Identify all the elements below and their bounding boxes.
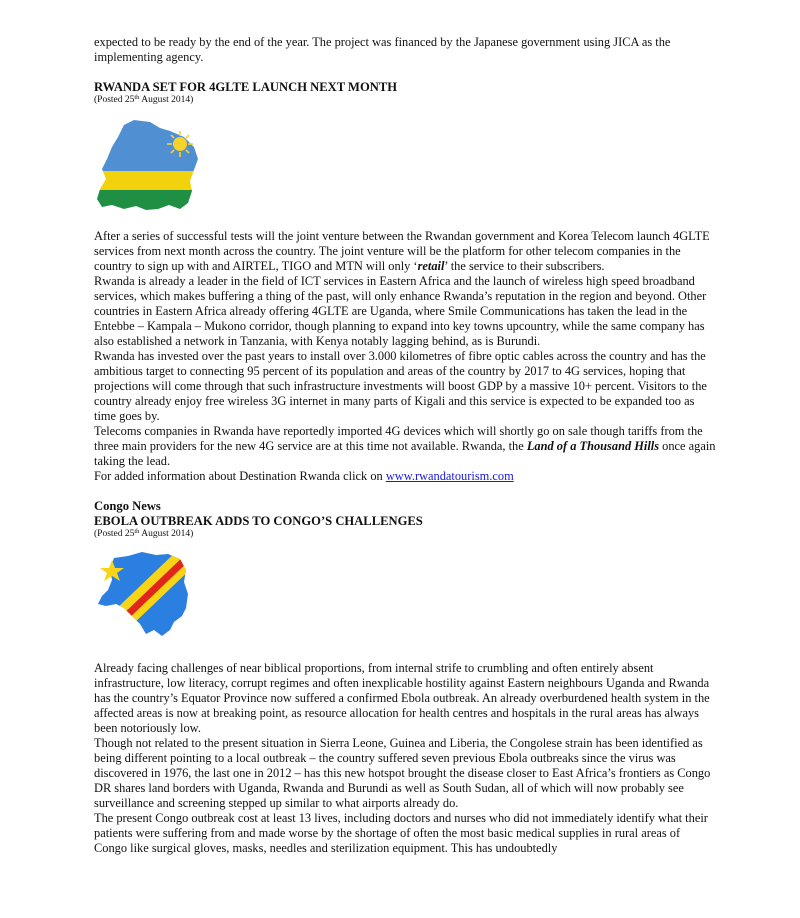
congo-paragraph-3: The present Congo outbreak cost at least 13 lives, including doctors and nurses who did not immediately identify what their patients were suffering from and made worse by the shortage of often the most basic medical supplies in rural areas of Congo like surgical gloves, masks, needles and sterilization equipment. This has undoubtedly: [94, 811, 708, 855]
rwanda-blue-band: [94, 117, 204, 171]
rwanda-paragraph-1: After a series of successful tests will the joint venture between the Rwandan government and Korea Telecom launch 4GLTE services from next month across the country. The joint venture will be the platform for other telecom companies in the country to sign up with and AIRTEL, TIGO and MTN will only ‘retail’ the service to their subscribers.: [94, 229, 710, 273]
newsletter-page: [94, 35, 716, 856]
intro-paragraph: expected to be ready by the end of the year. The project was financed by the Japanese government using JICA as the implementing agency.: [94, 35, 671, 64]
congo-posted-date: (Posted 25th August 2014): [94, 528, 194, 539]
rwanda-article-title: RWANDA SET FOR 4GLTE LAUNCH NEXT MONTH: [94, 80, 398, 94]
rwanda-tourism-link[interactable]: www.rwandatourism.com: [385, 469, 514, 483]
spacer: [94, 65, 716, 80]
congo-article-title: EBOLA OUTBREAK ADDS TO CONGO’S CHALLENGES: [94, 514, 423, 528]
drc-flag-map-icon: [94, 550, 194, 642]
rwanda-paragraph-4: Telecoms companies in Rwanda have reportedly imported 4G devices which will shortly go on sale though tariffs from the three main providers for the new 4G service are at this time not available. Rwanda, the Land of a Thousand Hills once again taking the lead.: [94, 424, 716, 468]
rwanda-paragraph-3: Rwanda has invested over the past years to install over 3.000 kilometres of fibre optic cables across the country and has the ambitious target to connecting 95 percent of its population and areas of the country by 2017 to 4G services, hoping that projections will come through that such infrastructure investments will boost GDP by a massive 10+ percent. Visitors to the country already enjoy free wireless 3G internet in many parts of Kigali and this service is expected to be expanded too as time goes by.: [94, 349, 707, 423]
spacer: [94, 484, 716, 499]
rwanda-yellow-band: [94, 171, 204, 190]
rwanda-paragraph-2: Rwanda is already a leader in the field of ICT services in Eastern Africa and the launch of wireless high speed broadband services, which makes buffering a thing of the past, will only enhance Rwanda’s reputation in the region and beyond. Other countries in Eastern Africa already offering 4GLTE are Uganda, where Smile Communications has taken the lead in the Entebbe – Kampala – Mukono corridor, though planning to expand into key towns upcountry, while the same company has also established a network in Tanzania, with Kenya notably lagging behind, as is Burundi.: [94, 274, 707, 348]
congo-paragraph-1: Already facing challenges of near biblical proportions, from internal strife to crumbling and often entirely absent infrastructure, low literacy, corrupt regimes and often inexplicable hostility against Eastern neighbours Uganda and Rwanda has the country’s Equator Province now suffered a confirmed Ebola outbreak. An already overburdened health system in the affected areas is now at breaking point, as resource allocation for health centres and hospitals in the rural areas has always been notoriously low.: [94, 661, 710, 735]
congo-section-heading: Congo News: [94, 499, 161, 513]
rwanda-posted-date: (Posted 25th August 2014): [94, 94, 194, 105]
rwanda-green-band: [94, 190, 204, 215]
congo-paragraph-2: Though not related to the present situation in Sierra Leone, Guinea and Liberia, the Congolese strain has been identified as being different pointing to a local outbreak – the country suffered seven previous Ebola outbreaks since the virus was discovered in 1976, the last one in 2012 – has this new hotspot brought the disease closer to East Africa’s frontiers as Congo DR shares land borders with Uganda, Rwanda and Burundi as well as South Sudan, all of which will now probably see surveillance and screening stepped up similar to what airports already do.: [94, 736, 711, 810]
rwanda-flag-map-icon: [94, 117, 204, 215]
rwanda-paragraph-5: For added information about Destination Rwanda click on www.rwandatourism.com: [94, 469, 514, 483]
